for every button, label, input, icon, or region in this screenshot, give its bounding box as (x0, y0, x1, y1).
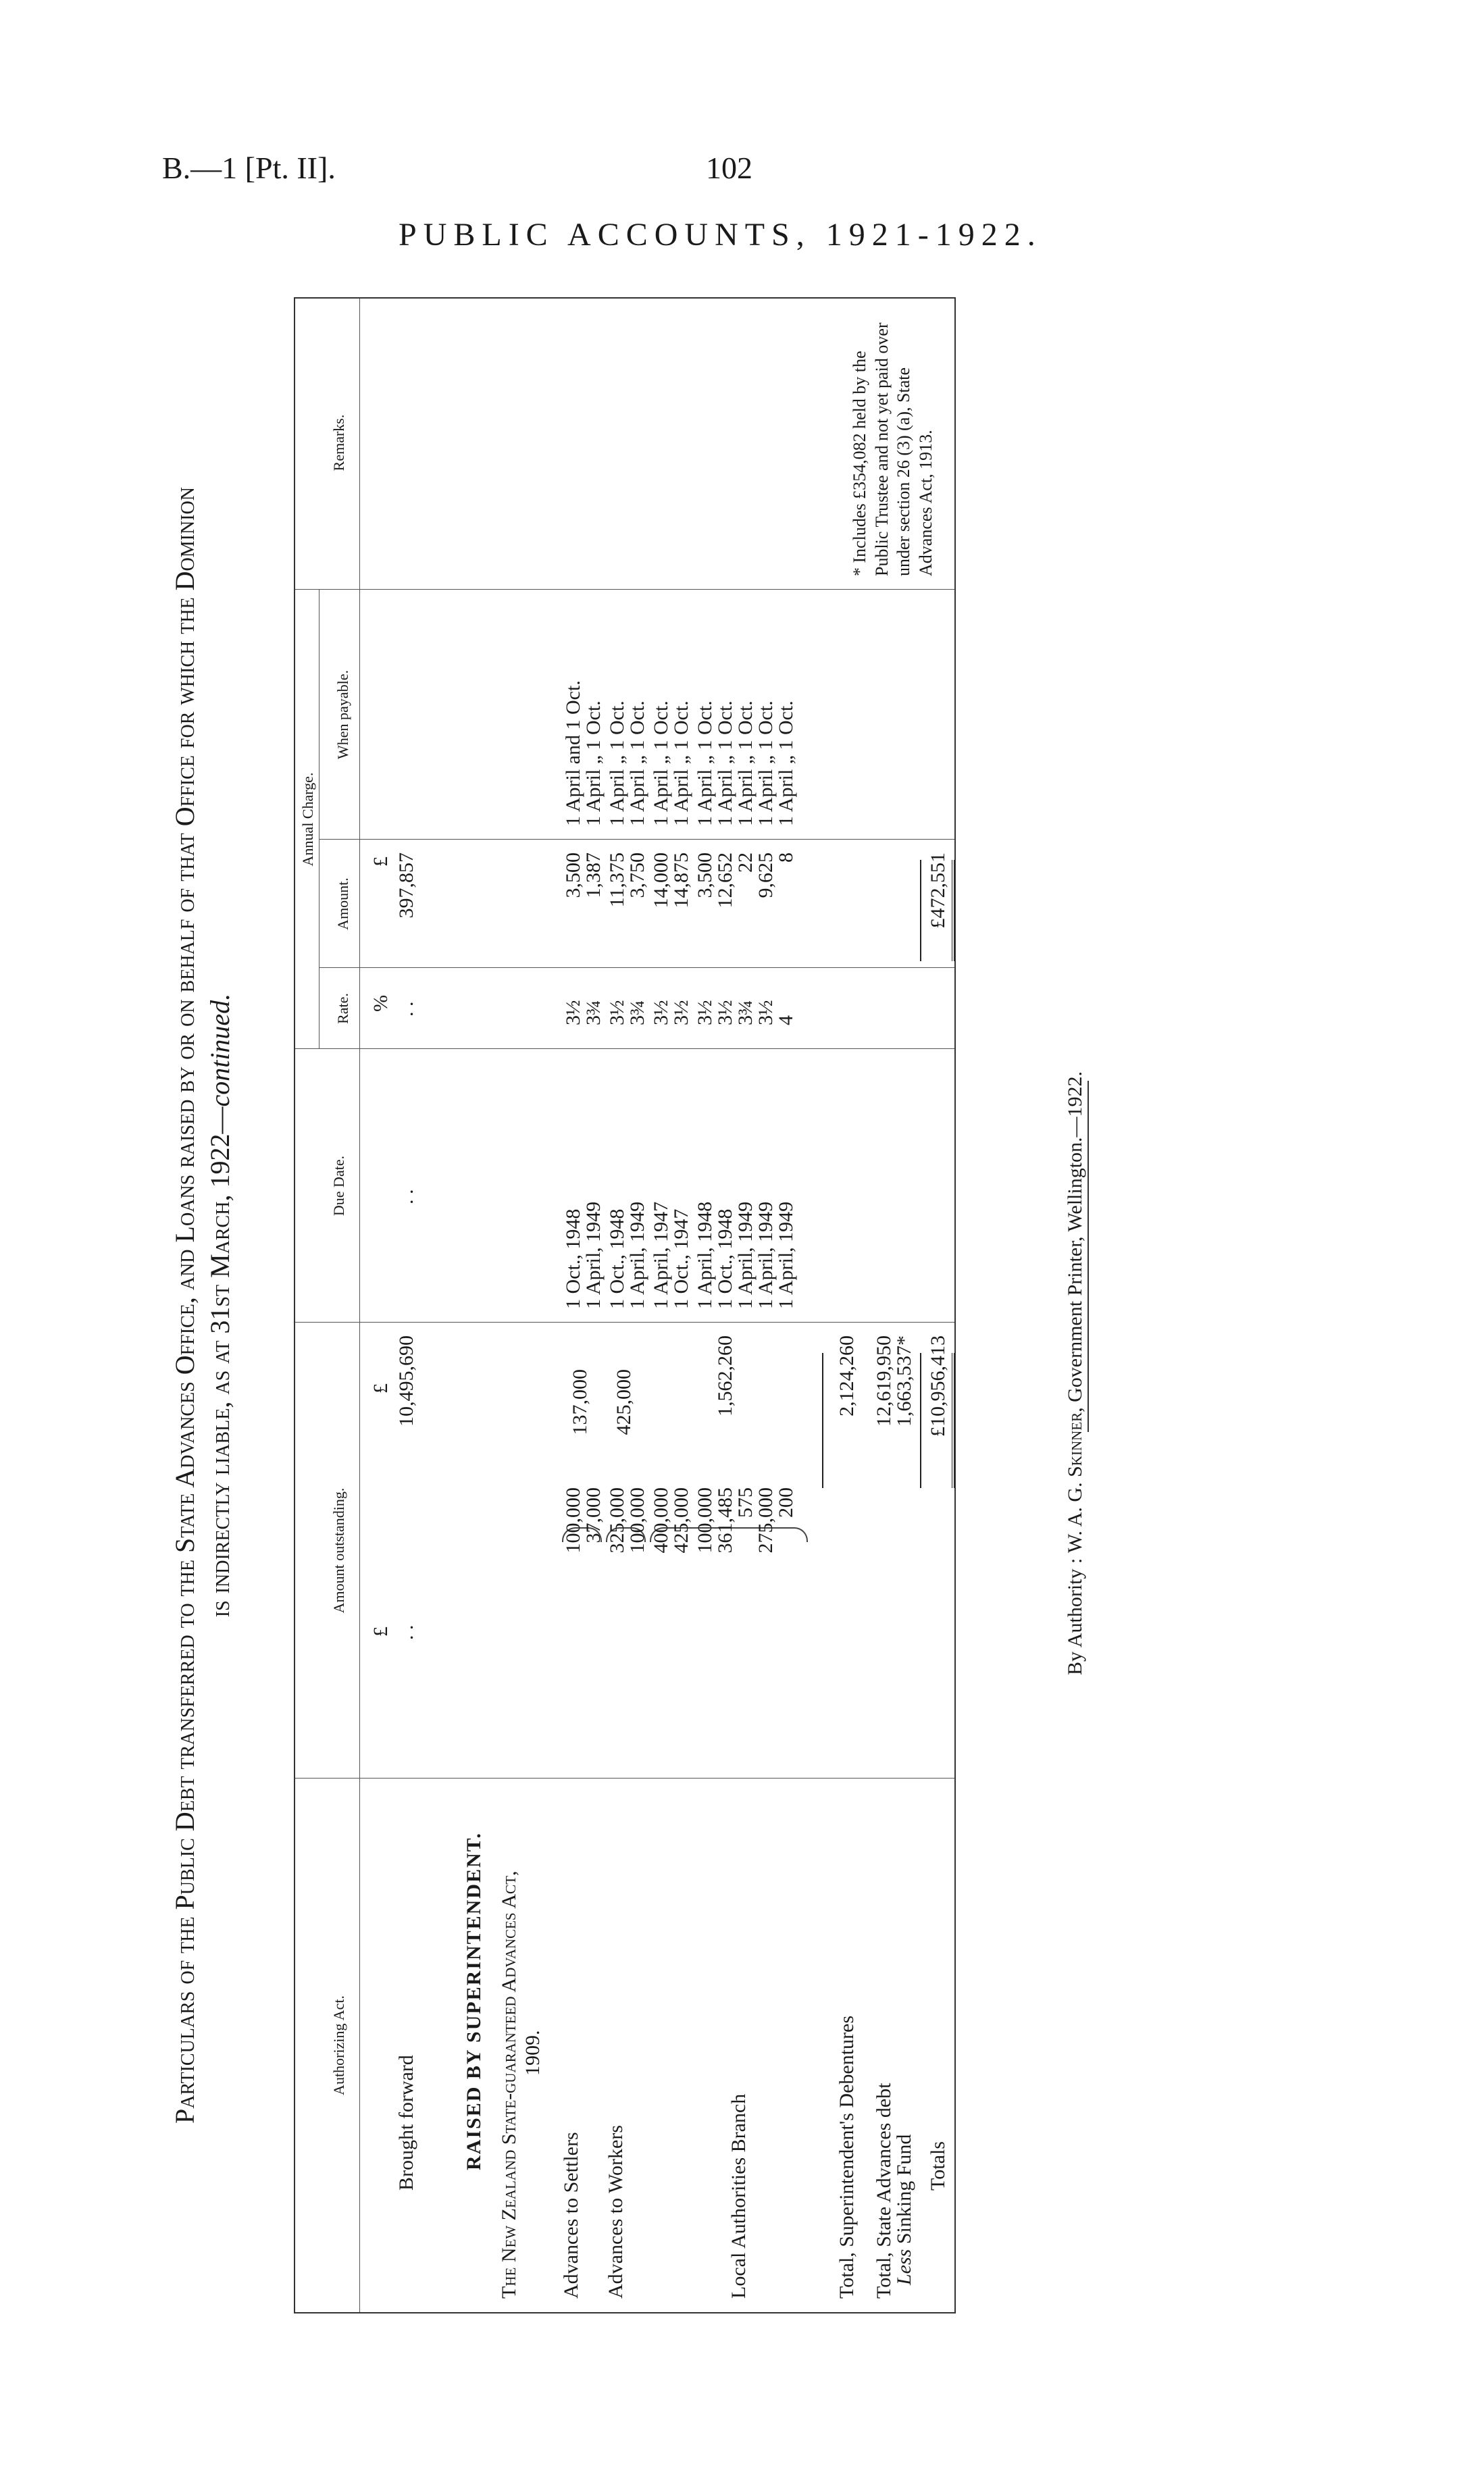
brought-forward-annual: 397,857 (395, 852, 417, 919)
row-due-date: 1 Oct., 1947 (670, 1208, 692, 1309)
row-amount: 400,000 (650, 1487, 672, 1554)
row-amount: 325,000 (606, 1487, 628, 1554)
double-rule (952, 1353, 954, 1488)
row-amount: 37,000 (582, 1487, 605, 1543)
row-when-payable: 1 April „ 1 Oct. (582, 700, 605, 826)
row-due-date: 1 Oct., 1948 (606, 1208, 628, 1309)
dots: . . (395, 1189, 417, 1204)
row-annual-amount: 12,652 (714, 852, 736, 909)
less-sinking-fund-label (893, 2134, 916, 2285)
total-superintendent-label: Total, Superintendent's Debentures (836, 2015, 858, 2299)
act-heading-line-2: 1909. (521, 2030, 544, 2076)
row-annual-amount: 3,500 (694, 852, 716, 898)
row-rate: 4 (775, 1015, 797, 1025)
row-due-date: 1 April, 1949 (626, 1201, 648, 1309)
row-annual-amount: 8 (775, 852, 797, 863)
totals-label: Totals (927, 2141, 949, 2191)
row-amount: 200 (775, 1487, 797, 1518)
row-rate: 3½ (754, 1000, 777, 1025)
debt-table (294, 297, 956, 2313)
row-annual-amount: 9,625 (754, 852, 777, 898)
header-amount: Amount. (334, 877, 351, 930)
row-due-date: 1 April, 1948 (694, 1201, 716, 1309)
caption-main: is indirectly liable, as at 31st March, 1922— (205, 1106, 235, 1618)
row-amount: 100,000 (626, 1487, 648, 1554)
row-when-payable: 1 April „ 1 Oct. (694, 700, 716, 826)
page-title: PUBLIC ACCOUNTS, 1921-1922. (399, 217, 1042, 253)
row-due-date: 1 April, 1949 (775, 1201, 797, 1309)
sum-rule (920, 1353, 921, 1488)
less-sinking-fund-amount: 1,663,537* (893, 1335, 915, 1427)
col-rule (295, 1322, 954, 1323)
total-superintendent-amount: 2,124,260 (836, 1335, 858, 1416)
group-total-settlers: 137,000 (569, 1369, 591, 1435)
printer-details: Government Printer, Wellington.—1922. (1064, 1071, 1086, 1402)
brought-forward-label: Brought forward (395, 2055, 417, 2191)
remark-footnote: * Includes £354,082 held by the Public Trustee and not yet paid over under section 26 (3) (a), State Advances Act, 1913. (850, 322, 936, 576)
col-rule (319, 839, 954, 840)
col-rule (319, 967, 954, 968)
row-rate: 3½ (714, 1000, 736, 1025)
double-rule (952, 860, 954, 961)
unit-percent: % (369, 995, 392, 1012)
row-amount: 575 (734, 1487, 757, 1518)
row-rate: 3½ (694, 1000, 716, 1025)
row-annual-amount: 1,387 (582, 852, 605, 898)
row-due-date: 1 Oct., 1948 (714, 1208, 736, 1309)
table-caption-line-1: Particulars of the Public Debt transferred to the State Advances Office, and Loans raised by or on behalf of that Office for which the Dominion (170, 487, 200, 2124)
row-when-payable: 1 April „ 1 Oct. (754, 700, 777, 826)
rotated-table-region (169, 297, 956, 2313)
unit-pound: £ (369, 1627, 392, 1637)
row-when-payable: 1 April „ 1 Oct. (734, 700, 757, 826)
header-remarks: Remarks. (330, 414, 347, 471)
row-due-date: 1 April, 1947 (650, 1201, 672, 1309)
row-amount: 361,485 (714, 1487, 736, 1554)
row-when-payable: 1 April „ 1 Oct. (714, 700, 736, 826)
totals-amount: £10,956,413 (927, 1335, 949, 1437)
row-annual-amount: 11,375 (606, 852, 628, 908)
total-state-advances-amount: 12,619,950 (873, 1335, 895, 1427)
row-amount: 425,000 (670, 1487, 692, 1554)
row-annual-amount: 14,000 (650, 852, 672, 909)
row-due-date: 1 April, 1949 (754, 1201, 777, 1309)
section-heading: RAISED BY SUPERINTENDENT. (463, 1832, 485, 2170)
row-when-payable: 1 April „ 1 Oct. (626, 700, 648, 826)
header-due-date: Due Date. (330, 1155, 347, 1217)
row-rate: 3½ (650, 1000, 672, 1025)
row-when-payable: 1 April „ 1 Oct. (670, 700, 692, 826)
authority-rule (1088, 1081, 1089, 1432)
row-when-payable: 1 April „ 1 Oct. (775, 700, 797, 826)
printer-authority (1064, 1071, 1087, 1675)
row-rate: 3½ (670, 1000, 692, 1025)
row-rate: 3½ (606, 1000, 628, 1025)
row-when-payable: 1 April „ 1 Oct. (606, 700, 628, 826)
caption-continued: continued. (205, 993, 235, 1107)
table-caption-line-2 (204, 297, 236, 2313)
header-amount-outstanding: Amount outstanding. (330, 1487, 347, 1614)
dots: . . (395, 1001, 417, 1017)
row-amount: 100,000 (562, 1487, 584, 1554)
row-due-date: 1 April, 1949 (582, 1201, 605, 1309)
total-state-advances-label: Total, State Advances debt (873, 2082, 895, 2299)
act-heading-line-1: The New Zealand State-guaranteed Advances Act, (498, 1870, 520, 2299)
less-word: Less (893, 2249, 915, 2285)
row-due-date: 1 April, 1949 (734, 1201, 757, 1309)
dots: . . (395, 1625, 417, 1640)
col-rule (295, 1048, 954, 1049)
brought-forward-amount: 10,495,690 (395, 1335, 417, 1427)
row-annual-amount: 22 (734, 852, 757, 873)
row-due-date: 1 Oct., 1948 (562, 1208, 584, 1309)
col-rule (295, 1778, 954, 1779)
group-total-workers: 425,000 (613, 1369, 635, 1435)
row-amount: 275,000 (754, 1487, 777, 1554)
row-annual-amount: 3,750 (626, 852, 648, 898)
sum-rule (920, 860, 921, 961)
row-rate: 3¾ (582, 1000, 605, 1025)
group-label-settlers: Advances to Settlers (560, 2132, 582, 2299)
authority-prefix: By Authority : (1064, 1558, 1086, 1675)
row-annual-amount: 3,500 (562, 852, 584, 898)
document-reference: B.—1 [Pt. II]. (162, 151, 336, 185)
group-total-local: 1,562,260 (714, 1335, 736, 1416)
row-when-payable: 1 April and 1 Oct. (562, 680, 584, 826)
sinking-fund-word: Sinking Fund (893, 2134, 915, 2245)
group-label-local: Local Authorities Branch (727, 2093, 750, 2299)
row-amount: 100,000 (694, 1487, 716, 1554)
page-number: 102 (706, 151, 752, 185)
header-when-payable: When payable. (334, 670, 351, 759)
row-rate: 3¾ (626, 1000, 648, 1025)
group-label-workers: Advances to Workers (605, 2125, 627, 2299)
col-rule (295, 589, 954, 590)
row-rate: 3¾ (734, 1000, 757, 1025)
header-authorizing-act: Authorizing Act. (330, 1995, 347, 2095)
header-annual-charge: Annual Charge. (299, 772, 316, 867)
sum-rule (822, 1353, 823, 1488)
row-rate: 3½ (562, 1000, 584, 1025)
unit-pound: £ (369, 856, 392, 867)
row-annual-amount: 14,875 (670, 852, 692, 909)
printer-name: W. A. G. Skinner, (1064, 1407, 1086, 1554)
unit-pound: £ (369, 1383, 392, 1393)
header-rate: Rate. (334, 993, 351, 1024)
row-when-payable: 1 April „ 1 Oct. (650, 700, 672, 826)
totals-annual: £472,551 (927, 852, 949, 929)
header-rule (359, 299, 360, 2312)
